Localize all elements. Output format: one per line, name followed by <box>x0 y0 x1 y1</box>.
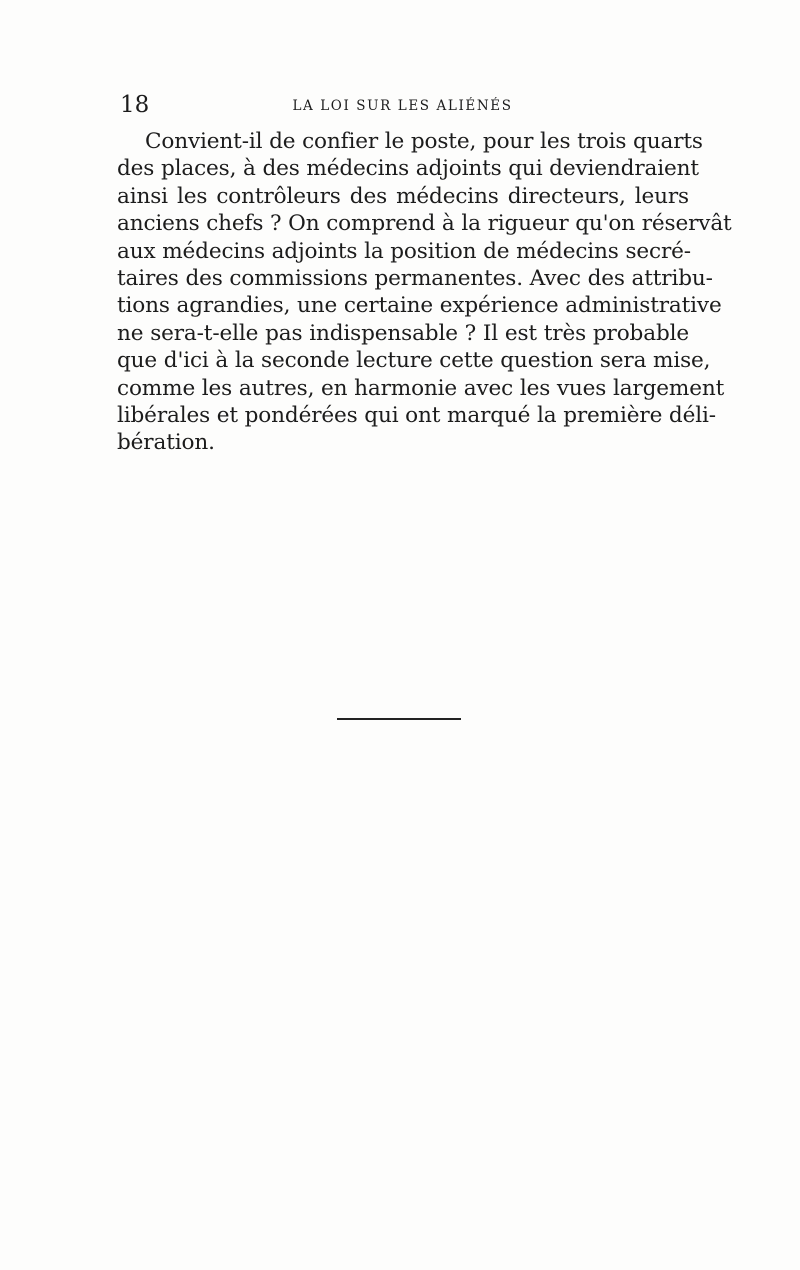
text-line: libérales et pondérées qui ont marqué la première déli- <box>117 403 716 429</box>
text-line: aux médecins adjoints la position de médecins secré- <box>117 238 691 264</box>
text-line: tions agrandies, une certaine expérience administrative <box>117 293 722 319</box>
end-rule <box>337 718 461 720</box>
text-line: comme les autres, en harmonie avec les vues largement <box>117 375 725 401</box>
text-line: des places, à des médecins adjoints qui deviendraient <box>117 156 699 182</box>
text-line: ainsi les contrôleurs des médecins directeurs, leurs <box>117 183 689 209</box>
running-title: LA LOI SUR LES ALIÉNÉS <box>292 98 513 114</box>
page-number: 18 <box>120 92 150 118</box>
text-line: bération. <box>117 430 215 456</box>
text-line: ne sera-t-elle pas indispensable ? Il est très probable <box>117 320 689 346</box>
text-line: Convient-il de confier le poste, pour les trois quarts <box>145 129 703 154</box>
body-paragraph <box>117 128 732 457</box>
text-line: taires des commissions permanentes. Avec des attribu- <box>117 266 713 292</box>
text-line: anciens chefs ? On comprend à la rigueur qu'on réservât <box>117 211 732 237</box>
running-head <box>120 90 685 120</box>
text-line: que d'ici à la seconde lecture cette question sera mise, <box>117 348 711 374</box>
